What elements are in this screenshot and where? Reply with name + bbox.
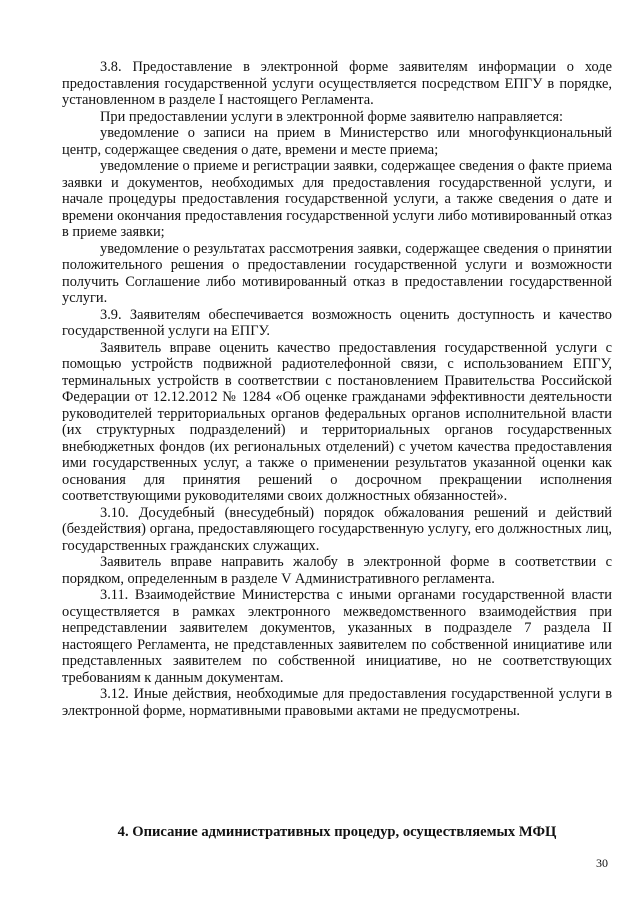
paragraph-3-11: 3.11. Взаимодействие Министерства с иными органами государственной власти осуществляется в рамках электронного межведомственного взаимодействия при непредставлении заявителем документов, указанных в подразделе 7 раздела II настоящего Регламента, не представленных заявителем по собственной инициативе или представленных заявителем по собственной инициативе, но не соответствующих требованиям к данным документам. [62, 587, 612, 686]
paragraph-quality-assessment: Заявитель вправе оценить качество предоставления государственной услуги с помощью устройств подвижной радиотелефонной связи, с использованием ЕПГУ, терминальных устройств в соответствии с постановлением Правительства Российской Федерации от 12.12.2012 № 1284 «Об оценке гражданами эффективности деятельности руководителей территориальных органов федеральных органов исполнительной власти (их структурных подразделений) и территориальных органов государственных внебюджетных фондов (их региональных отделений) с учетом качества предоставления ими государственных услуг, а также о применении результатов указанной оценки как основания для принятия решений о досрочном прекращении исполнения соответствующими руководителями своих должностных обязанностей». [62, 339, 612, 504]
paragraph-notifications-intro: При предоставлении услуги в электронной форме заявителю направляется: [100, 108, 563, 125]
section-heading: 4. Описание административных процедур, осуществляемых МФЦ [117, 824, 557, 840]
paragraph-complaint: Заявитель вправе направить жалобу в электронной форме в соответствии с порядком, определенным в разделе V Административного регламента. [62, 554, 612, 587]
paragraph-3-8: 3.8. Предоставление в электронной форме заявителям информации о ходе предоставления государственной услуги осуществляется посредством ЕПГУ в порядке, установленном в разделе I настоящего Регламента. [62, 59, 612, 108]
paragraph-notification-result: уведомление о результатах рассмотрения заявки, содержащее сведения о принятии положительного решения о предоставлении государственной услуги и возможности получить Соглашение либо мотивированный отказ в предоставлении государственной услуги. [62, 240, 612, 306]
body-text [62, 59, 612, 719]
page-number: 30 [596, 856, 608, 870]
paragraph-notification-appointment: уведомление о записи на прием в Министерство или многофункциональный центр, содержащее сведения о дате, времени и месте приема; [62, 125, 612, 158]
paragraph-3-9: 3.9. Заявителям обеспечивается возможность оценить доступность и качество государственной услуги на ЕПГУ. [62, 306, 612, 339]
paragraph-notification-registration: уведомление о приеме и регистрации заявки, содержащее сведения о факте приема заявки и документов, необходимых для предоставления государственной услуги, и начале процедуры предоставления государственной услуги, а также сведения о дате и времени окончания предоставления государственной услуги либо мотивированный отказ в приеме заявки; [62, 158, 612, 240]
paragraph-3-12: 3.12. Иные действия, необходимые для предоставления государственной услуги в электронной форме, нормативными правовыми актами не предусмотрены. [62, 686, 612, 719]
paragraph-3-10: 3.10. Досудебный (внесудебный) порядок обжалования решений и действий (бездействия) органа, предоставляющего государственную услугу, его должностных лиц, государственных гражданских служащих. [62, 504, 612, 554]
